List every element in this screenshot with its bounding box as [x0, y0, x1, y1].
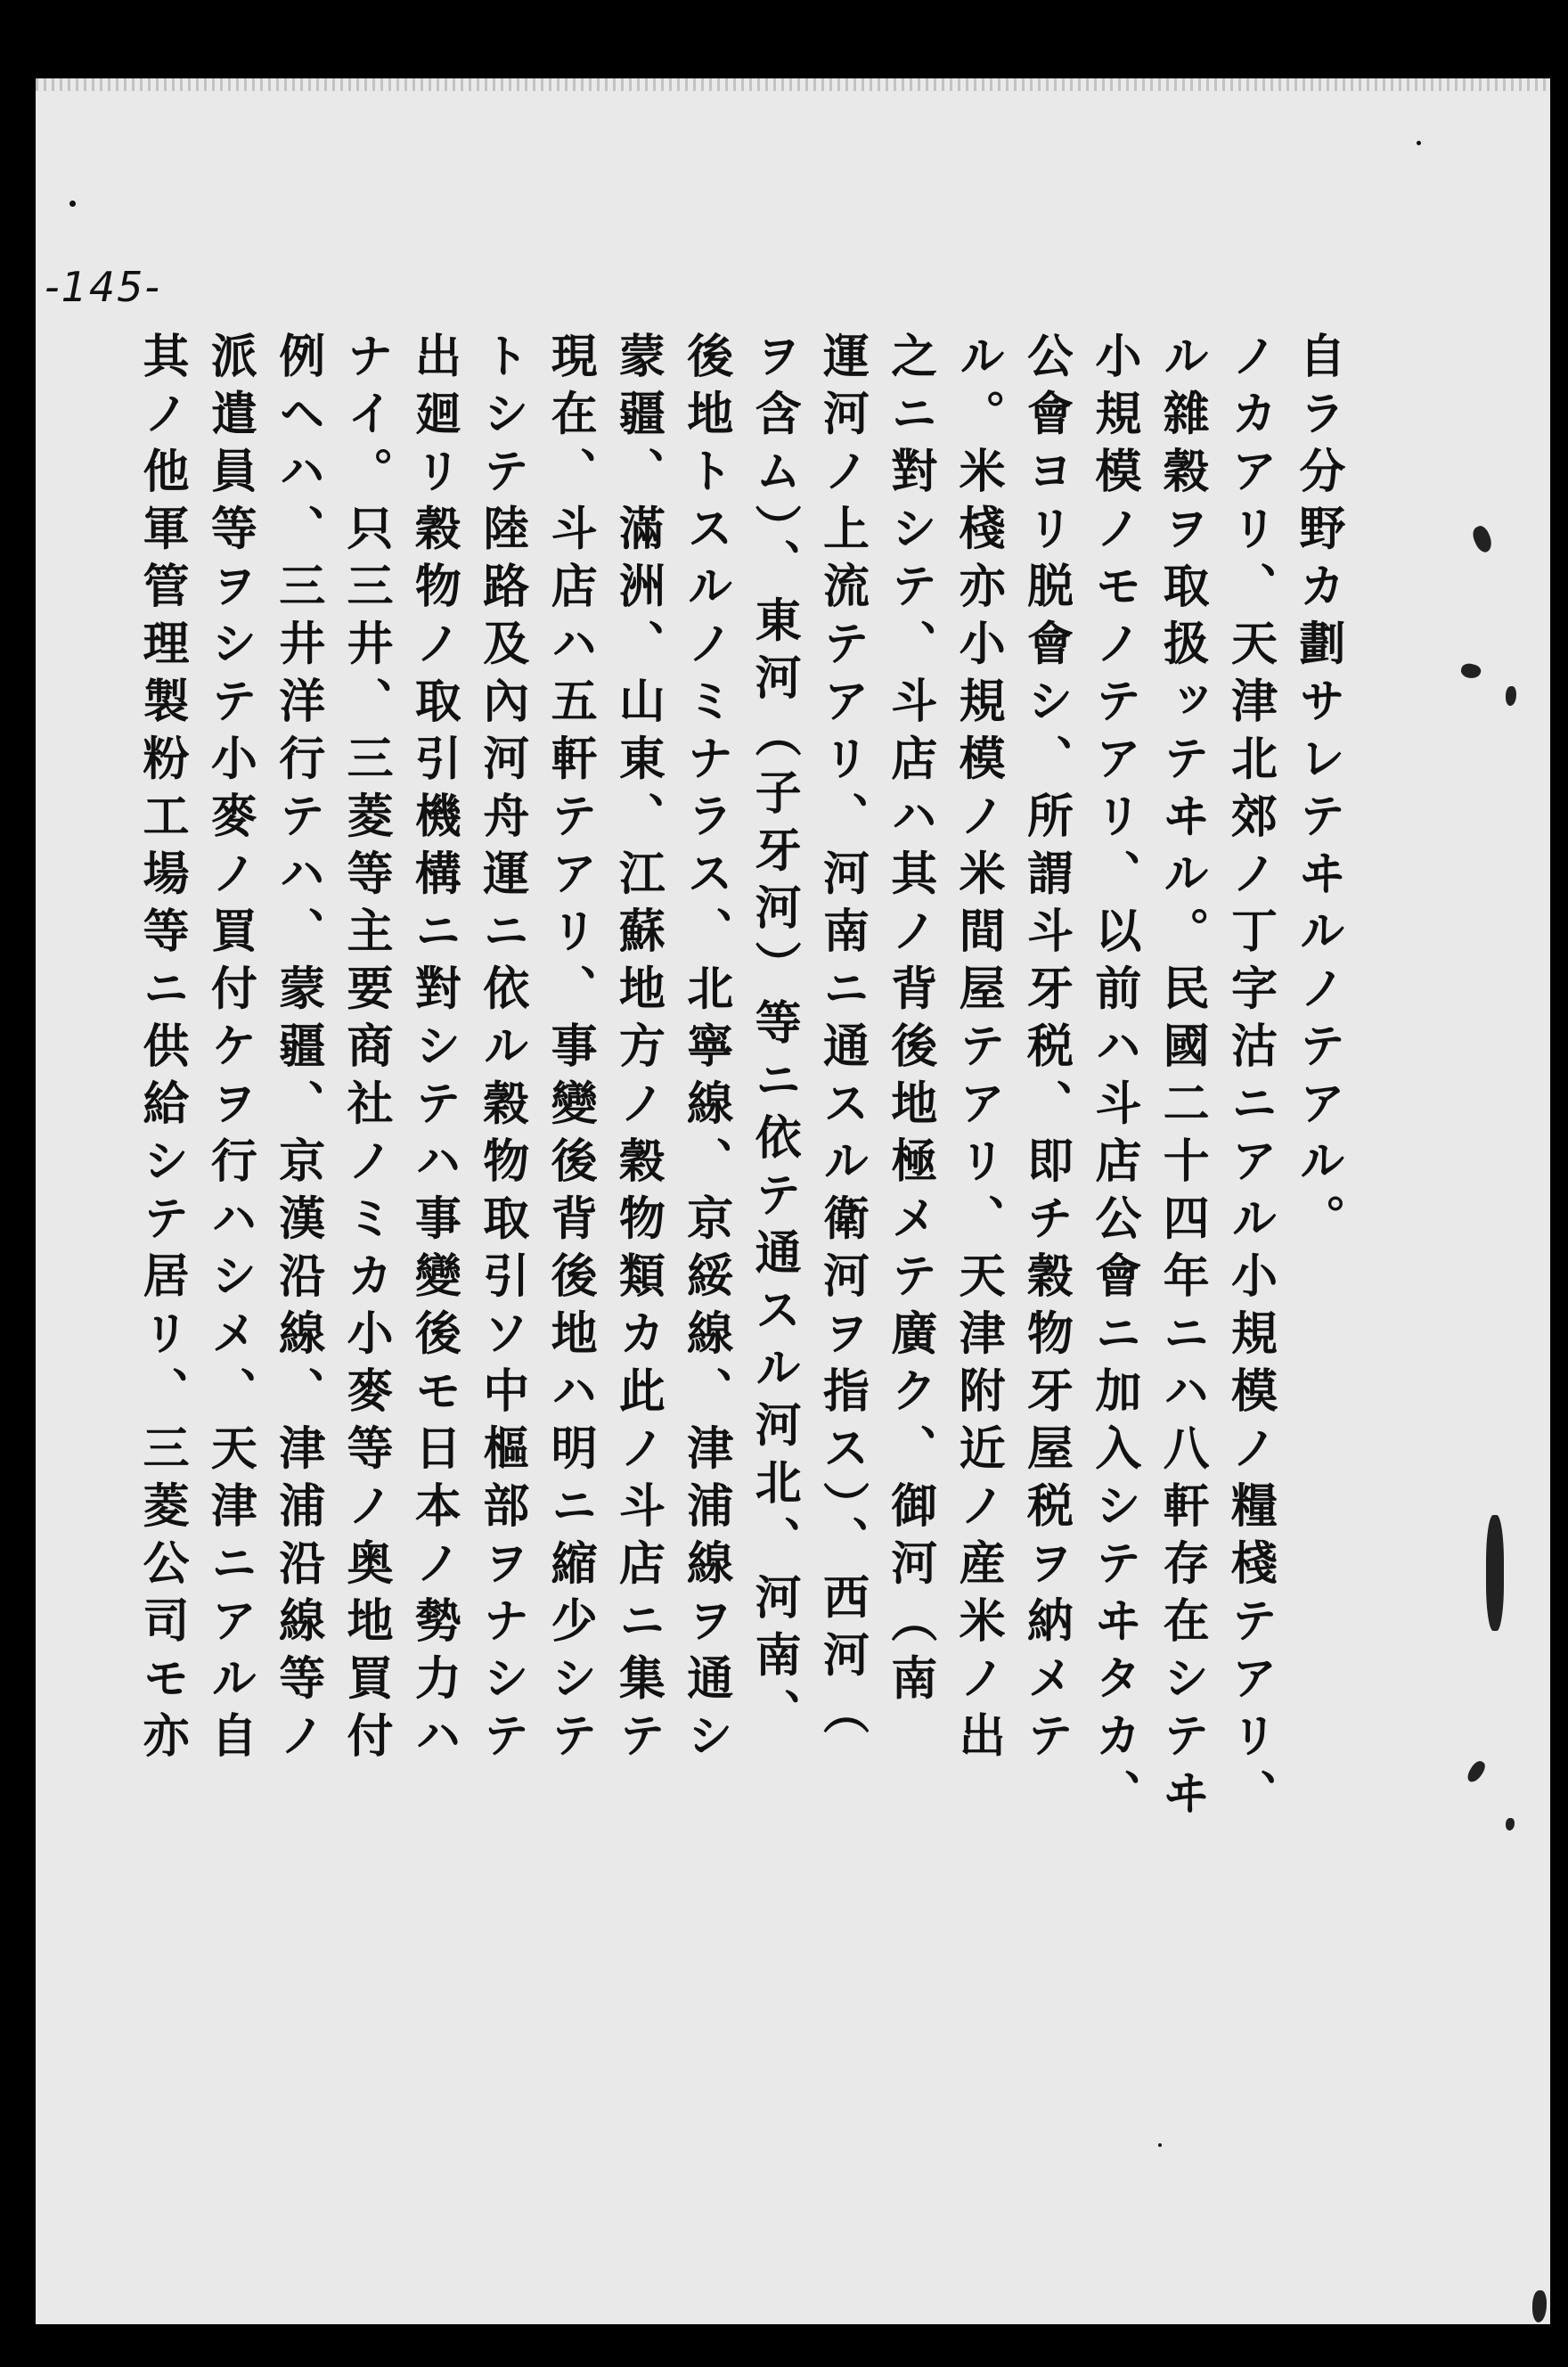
text-column: ル。米棧亦小規模ノ米間屋テアリ、天津附近ノ産米ノ出 [951, 332, 1005, 1769]
text-column: 自ラ分野カ劃サレテヰルノテアル。 [1290, 332, 1344, 1251]
text-column: 派遣員等ヲシテ小麥ノ買付ケヲ行ハシメ、天津ニアル自 [202, 332, 257, 1769]
text-column: ノカアリ、天津北郊ノ丁字沽ニアル小規模ノ糧棧テアリ、 [1222, 332, 1277, 1826]
text-column: ル雜穀ヲ取扱ッテヰル。民國二十四年ニハ八軒存在シテヰ [1155, 332, 1209, 1826]
text-column: 出廻リ穀物ノ取引機構ニ對シテハ事變後モ日本ノ勢力ハ [406, 332, 461, 1769]
text-column: 之ニ對シテ、斗店ハ其ノ背後地極メテ廣ク、御河（南 [882, 332, 936, 1711]
text-column: ナイ。只三井、三菱等主要商社ノミカ小麥等ノ奥地買付 [339, 332, 393, 1769]
text-column: ヲ含ム）、東河（子牙河）等ニ依テ通スル河北、河南、 [747, 332, 801, 1746]
text-column: 例ヘハ、三井洋行テハ、蒙疆、京漢沿線、津浦沿線等ノ [270, 332, 324, 1769]
text-column: 後地トスルノミナラス、北寧線、京綏線、津浦線ヲ通シ [678, 332, 732, 1769]
text-column: 運河ノ上流テアリ、河南ニ通スル衛河ヲ指ス）、西河（ [814, 332, 869, 1746]
page-number: -145- [45, 263, 161, 311]
text-column: トシテ陸路及內河舟運ニ依ル穀物取引ソ中樞部ヲナシテ [474, 332, 528, 1769]
scan-speck [1417, 141, 1421, 145]
scan-noise-top [36, 78, 1550, 91]
text-column: 公會ヨリ脱會シ、所謂斗牙税、即チ穀物牙屋税ヲ納メテ [1018, 332, 1073, 1769]
text-column: 蒙疆、滿洲、山東、江蘇地方ノ穀物類カ此ノ斗店ニ集テ [610, 332, 665, 1769]
text-column: 現在、斗店ハ五軒テアリ、事變後背後地ハ明ニ縮少シテ [543, 332, 597, 1769]
scan-speck [69, 201, 76, 207]
scan-speck [1158, 2143, 1162, 2147]
scan-blot [1486, 1515, 1504, 1631]
text-column: 其ノ他軍管理製粉工場等ニ供給シテ居リ、三菱公司モ亦 [135, 332, 188, 1769]
text-column: 小規模ノモノテアリ、以前ハ斗店公會ニ加入シテヰタカ、 [1086, 332, 1140, 1826]
vertical-text-block [134, 332, 1345, 2212]
